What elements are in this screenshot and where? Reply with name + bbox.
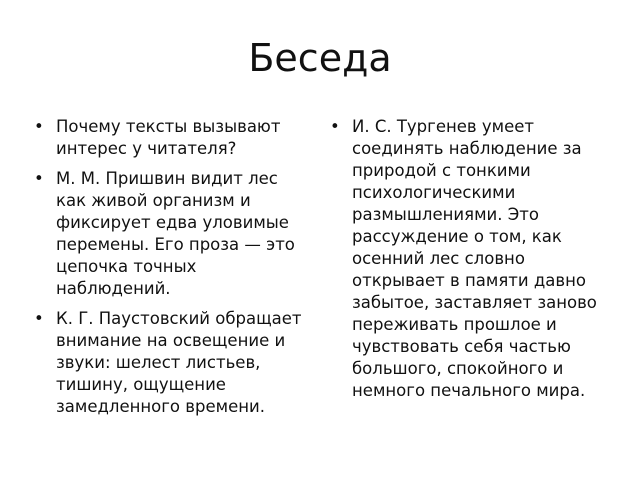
list-item-text: К. Г. Паустовский обращает внимание на освещение и звуки: шелест листьев, тишину, ощущение замедленного времени. <box>56 309 302 416</box>
list-item <box>326 116 616 402</box>
list-item <box>30 116 312 160</box>
list-item-text: И. С. Тургенев умеет соединять наблюдение за природой с тонкими психологическими размышлениями. Это рассуждение о том, как осенний лес словно открывает в памяти давно забытое, заставляет заново переживать прошлое и чувствовать себя частью большого, спокойного и немного печального мира. <box>352 117 597 400</box>
bullet-icon: • <box>34 117 44 136</box>
list-item-text: Почему тексты вызывают интерес у читателя? <box>56 117 281 158</box>
bullet-icon: • <box>34 169 44 188</box>
list-item-text: М. М. Пришвин видит лес как живой организм и фиксирует едва уловимые перемены. Его проза — это цепочка точных наблюдений. <box>56 169 295 298</box>
slide-title: Беседа <box>248 36 392 80</box>
bullet-icon: • <box>330 117 340 136</box>
bullet-icon: • <box>34 309 44 328</box>
list-item <box>30 168 312 300</box>
left-column-bullet-list <box>30 116 312 426</box>
list-item <box>30 308 312 418</box>
right-column-bullet-list <box>326 116 616 410</box>
